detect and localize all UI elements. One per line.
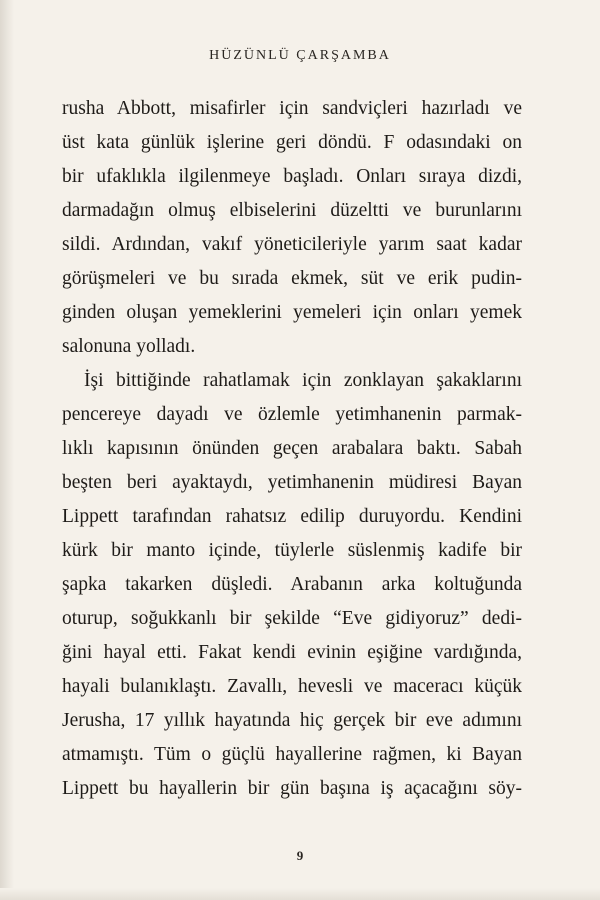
text-line: sildi. Ardından, vakıf yöneticileriyle yarım saat kadar — [62, 234, 522, 255]
text-line: pencereye dayadı ve özlemle yetimhanenin parmak- — [62, 404, 522, 425]
text-line: ğini hayal etti. Fakat kendi evinin eşiğine vardığında, — [62, 642, 522, 663]
text-line: şapka takarken düşledi. Arabanın arka koltuğunda — [62, 574, 522, 595]
text-line: hayali bulanıklaştı. Zavallı, hevesli ve maceracı küçük — [62, 676, 522, 697]
text-line: görüşmeleri ve bu sırada ekmek, süt ve erik pudin- — [62, 268, 522, 289]
text-line: rusha Abbott, misafirler için sandviçleri hazırladı ve — [62, 98, 522, 119]
page-gutter-shadow — [0, 0, 14, 900]
text-line: ginden oluşan yemeklerini yemeleri için onları yemek — [62, 302, 522, 323]
text-line: bir ufaklıkla ilgilenmeye başladı. Onları sıraya dizdi, — [62, 166, 522, 187]
text-line: darmadağın olmuş elbiselerini düzeltti ve burunlarını — [62, 200, 522, 221]
text-line: kürk bir manto içinde, tüylerle süslenmiş kadife bir — [62, 540, 522, 561]
text-line: Lippett tarafından rahatsız edilip duruyordu. Kendini — [62, 506, 522, 527]
text-line: lıklı kapısının önünden geçen arabalara baktı. Sabah — [62, 438, 522, 459]
text-line: İşi bittiğinde rahatlamak için zonklayan şakaklarını — [84, 370, 522, 391]
text-line: Jerusha, 17 yıllık hayatında hiç gerçek bir eve adımını — [62, 710, 522, 731]
body-text — [62, 92, 522, 806]
page-bottom-shadow — [0, 888, 600, 900]
text-line: beşten beri ayaktaydı, yetimhanenin müdiresi Bayan — [62, 472, 522, 493]
text-line: salonuna yolladı. — [62, 336, 196, 357]
running-head: HÜZÜNLÜ ÇARŞAMBA — [209, 48, 391, 63]
text-line: Lippett bu hayallerin bir gün başına iş açacağını söy- — [62, 778, 522, 799]
text-line: üst kata günlük işlerine geri döndü. F odasındaki on — [62, 132, 522, 153]
text-line: oturup, soğukkanlı bir şekilde “Eve gidiyoruz” dedi- — [62, 608, 522, 629]
text-line: atmamıştı. Tüm o güçlü hayallerine rağmen, ki Bayan — [62, 744, 522, 765]
page-number: 9 — [296, 848, 304, 863]
